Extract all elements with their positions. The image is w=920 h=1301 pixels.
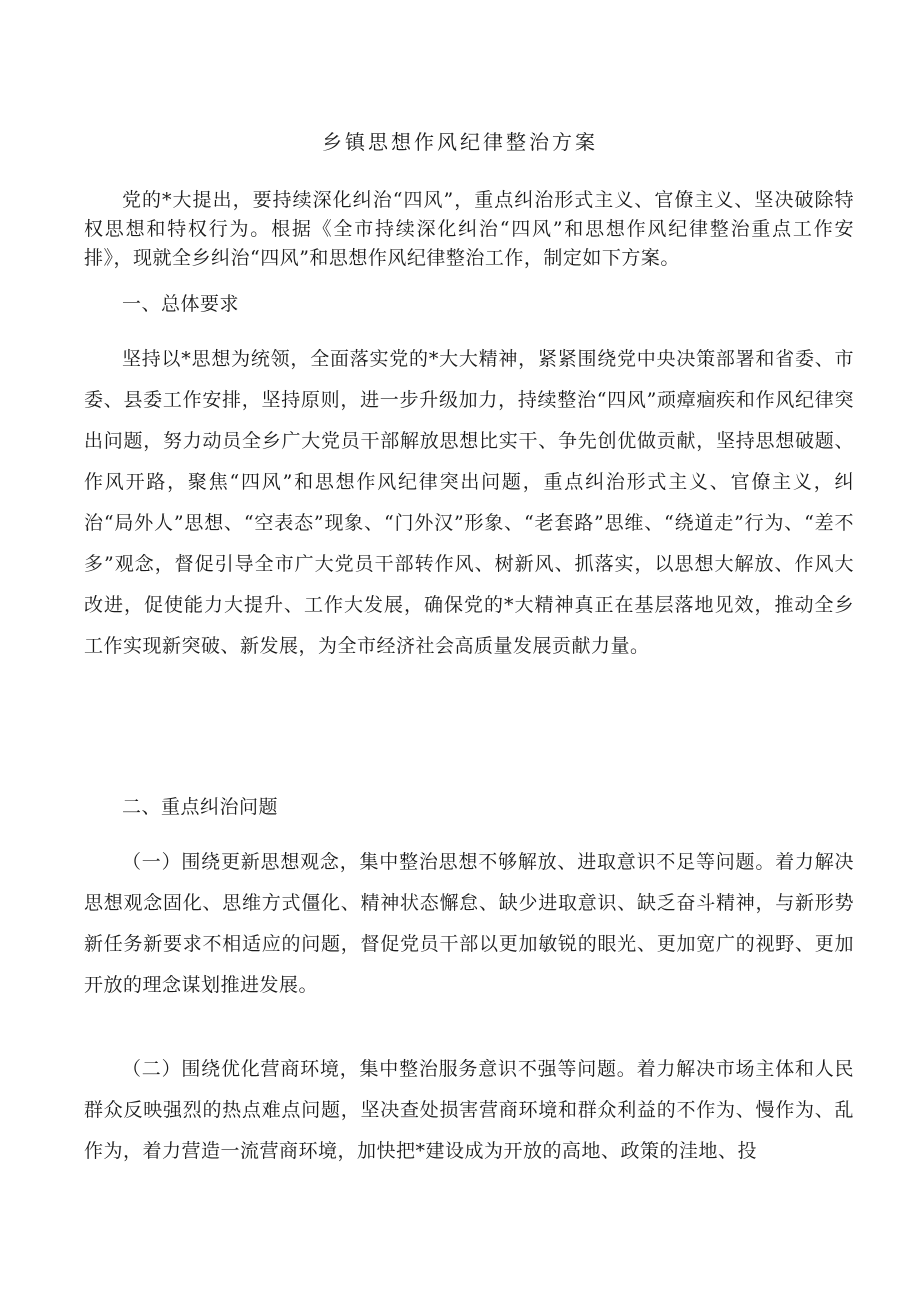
document-title: 乡镇思想作风纪律整治方案 [322, 130, 598, 154]
section-paragraph-overall-requirements: 坚持以*思想为统领，全面落实党的*大大精神，紧紧围绕党中央决策部署和省委、市委、县委工作安排，坚持原则，进一步升级加力，持续整治“四风”顽瘴痼疾和作风纪律突出问题，努力动员全乡广大党员干部解放思想比实干、争先创优做贡献，坚持思想破题、作风开路，聚焦“四风”和思想作风纪律突出问题，重点纠治形式主义、官僚主义，纠治“局外人”思想、“空表态”现象、“门外汉”形象、“老套路”思维、“绕道走”行为、“差不多”观念，督促引导全市广大党员干部转作风、树新风、抓落实，以思想大解放、作风大改进，促使能力大提升、工作大发展，确保党的*大精神真正在基层落地见效，推动全乡工作实现新突破、新发展，为全市经济社会高质量发展贡献力量。 [84, 348, 854, 657]
section-heading-overall-requirements: 一、总体要求 [122, 293, 240, 315]
key-issue-paragraph-2: （二）围绕优化营商环境，集中整治服务意识不强等问题。着力解决市场主体和人民群众反映强烈的热点难点问题，坚决查处损害营商环境和群众利益的不作为、慢作为、乱作为，着力营造一流营商环境，加快把*建设成为开放的高地、政策的洼地、投 [84, 1058, 854, 1162]
section-heading-key-issues: 二、重点纠治问题 [122, 796, 279, 818]
intro-paragraph: 党的*大提出，要持续深化纠治“四风”，重点纠治形式主义、官僚主义、坚决破除特权思想和特权行为。根据《全市持续深化纠治“四风”和思想作风纪律整治重点工作安排》，现就全乡纠治“四风”和思想作风纪律整治工作，制定如下方案。 [84, 189, 854, 269]
key-issue-paragraph-1: （一）围绕更新思想观念，集中整治思想不够解放、进取意识不足等问题。着力解决思想观念固化、思维方式僵化、精神状态懈怠、缺少进取意识、缺乏奋斗精神，与新形势新任务新要求不相适应的问题，督促党员干部以更加敏锐的眼光、更加宽广的视野、更加开放的理念谋划推进发展。 [84, 851, 854, 996]
